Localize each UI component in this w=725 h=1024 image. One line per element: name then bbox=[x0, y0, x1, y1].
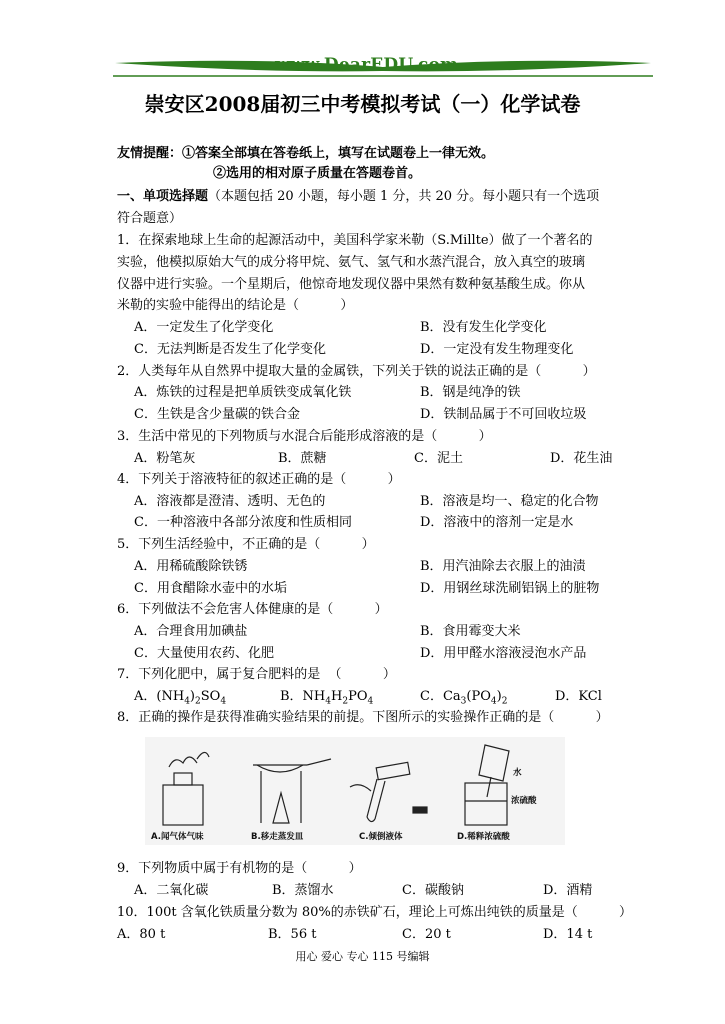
figure-label-water: 水 bbox=[513, 768, 522, 778]
q4-option-d[interactable]: D．溶液中的溶剂一定是水 bbox=[420, 515, 574, 530]
q9-option-a[interactable]: A．二氧化碳 bbox=[134, 883, 209, 898]
q7-option-a[interactable]: A．$(NH_4)_2SO_4$ bbox=[134, 689, 227, 707]
q4-stem: 4．下列关于溶液特征的叙述正确的是（ ） bbox=[117, 472, 401, 487]
q1-stem-2: 实验，他模拟原始大气的成分将甲烷、氨气、氢气和水蒸汽混合，放入真空的玻璃 bbox=[117, 255, 586, 270]
q7-option-b[interactable]: B．$NH_4H_2PO_4$ bbox=[280, 689, 374, 707]
q9-option-b[interactable]: B．蒸馏水 bbox=[272, 883, 334, 898]
figure-label-acid: 浓硫酸 bbox=[511, 796, 537, 806]
q3-option-d[interactable]: D．花生油 bbox=[550, 451, 613, 466]
q4-option-b[interactable]: B．溶液是均一、稳定的化合物 bbox=[420, 494, 599, 509]
q5-option-c[interactable]: C．用食醋除水壶中的水垢 bbox=[134, 581, 287, 596]
q2-option-d[interactable]: D．铁制品属于不可回收垃圾 bbox=[420, 407, 587, 422]
q7-stem: 7．下列化肥中，属于复合肥料的是 （ ） bbox=[117, 667, 396, 682]
figure-caption-b: B.移走蒸发皿 bbox=[251, 832, 304, 842]
q6-option-c[interactable]: C．大量使用农药、化肥 bbox=[134, 646, 274, 661]
q2-option-a[interactable]: A．炼铁的过程是把单质铁变成氧化铁 bbox=[134, 385, 352, 400]
q7-option-c[interactable]: C．$Ca_3(PO_4)_2$ bbox=[420, 689, 508, 707]
q9-stem: 9．下列物质中属于有机物的是（ ） bbox=[117, 861, 362, 876]
q3-stem: 3．生活中常见的下列物质与水混合后能形成溶液的是（ ） bbox=[117, 429, 492, 444]
q8-stem: 8．正确的操作是获得准确实验结果的前提。下图所示的实验操作正确的是（ ） bbox=[117, 710, 609, 725]
q5-option-a[interactable]: A．用稀硫酸除铁锈 bbox=[134, 559, 248, 574]
q6-stem: 6．下列做法不会危害人体健康的是（ ） bbox=[117, 602, 388, 617]
q5-option-d[interactable]: D．用钢丝球洗刷铝锅上的脏物 bbox=[420, 581, 600, 596]
figure-caption-a: A.闻气体气味 bbox=[151, 832, 204, 842]
lab-operations-figure bbox=[145, 737, 565, 845]
q6-option-a[interactable]: A．合理食用加碘盐 bbox=[134, 624, 248, 639]
q4-option-c[interactable]: C．一种溶液中各部分浓度和性质相同 bbox=[134, 515, 352, 530]
figure-caption-d: D.稀释浓硫酸 bbox=[457, 832, 510, 842]
q3-option-b[interactable]: B．蔗糖 bbox=[278, 451, 327, 466]
q10-option-b[interactable]: B．56 t bbox=[268, 927, 317, 942]
q4-option-a[interactable]: A．溶液都是澄清、透明、无色的 bbox=[134, 494, 326, 509]
page-title: 崇安区2008届初三中考模拟考试（一）化学试卷 bbox=[144, 92, 581, 116]
q1-stem-4: 米勒的实验中能得出的结论是（ ） bbox=[117, 298, 354, 313]
q10-option-a[interactable]: A．80 t bbox=[117, 927, 166, 942]
q7-option-d[interactable]: D．KCl bbox=[555, 689, 602, 704]
section-desc: 符合题意） bbox=[117, 211, 183, 226]
reminder-line-2: ②选用的相对原子质量在答题卷首。 bbox=[213, 166, 422, 181]
q3-option-c[interactable]: C．泥土 bbox=[414, 451, 463, 466]
q9-option-d[interactable]: D．酒精 bbox=[543, 883, 593, 898]
q1-option-b[interactable]: B．没有发生化学变化 bbox=[420, 320, 547, 335]
q10-option-d[interactable]: D．14 t bbox=[543, 927, 593, 942]
q1-option-a[interactable]: A．一定发生了化学变化 bbox=[134, 320, 274, 335]
q5-stem: 5．下列生活经验中，不正确的是（ ） bbox=[117, 537, 375, 552]
q9-option-c[interactable]: C．碳酸钠 bbox=[402, 883, 464, 898]
figure-caption-c: C.倾倒液体 bbox=[359, 832, 403, 842]
q2-stem: 2．人类每年从自然界中提取大量的金属铁，下列关于铁的说法正确的是（ ） bbox=[117, 364, 596, 379]
q10-stem: 10．100t 含氧化铁质量分数为 80%的赤铁矿石，理论上可炼出纯铁的质量是（ ） bbox=[117, 905, 633, 920]
site-logo[interactable]: www.DearEDU.com bbox=[275, 55, 459, 75]
q2-option-c[interactable]: C．生铁是含少量碳的铁合金 bbox=[134, 407, 300, 422]
q6-option-d[interactable]: D．用甲醛水溶液浸泡水产品 bbox=[420, 646, 587, 661]
q1-stem-3: 仪器中进行实验。一个星期后，他惊奇地发现仪器中果然有数种氨基酸生成。你从 bbox=[117, 277, 586, 292]
q5-option-b[interactable]: B．用汽油除去衣服上的油渍 bbox=[420, 559, 586, 574]
q10-option-c[interactable]: C．20 t bbox=[402, 927, 451, 942]
reminder-line-1: 友情提醒：①答案全部填在答卷纸上，填写在试题卷上一律无效。 bbox=[117, 146, 495, 161]
section-heading: 一、单项选择题（本题包括 20 小题，每小题 1 分，共 20 分。每小题只有一个选项 bbox=[117, 189, 600, 204]
page-footer: 用心 爱心 专心 115 号编辑 bbox=[295, 950, 430, 963]
q2-option-b[interactable]: B．钢是纯净的铁 bbox=[420, 385, 521, 400]
q1-stem-1: 1．在探索地球上生命的起源活动中，美国科学家米勒（S.Millte）做了一个著名的 bbox=[117, 233, 593, 248]
q6-option-b[interactable]: B．食用霉变大米 bbox=[420, 624, 521, 639]
q3-option-a[interactable]: A．粉笔灰 bbox=[134, 451, 196, 466]
q1-option-d[interactable]: D．一定没有发生物理变化 bbox=[420, 342, 574, 357]
q1-option-c[interactable]: C．无法判断是否发生了化学变化 bbox=[134, 342, 326, 357]
